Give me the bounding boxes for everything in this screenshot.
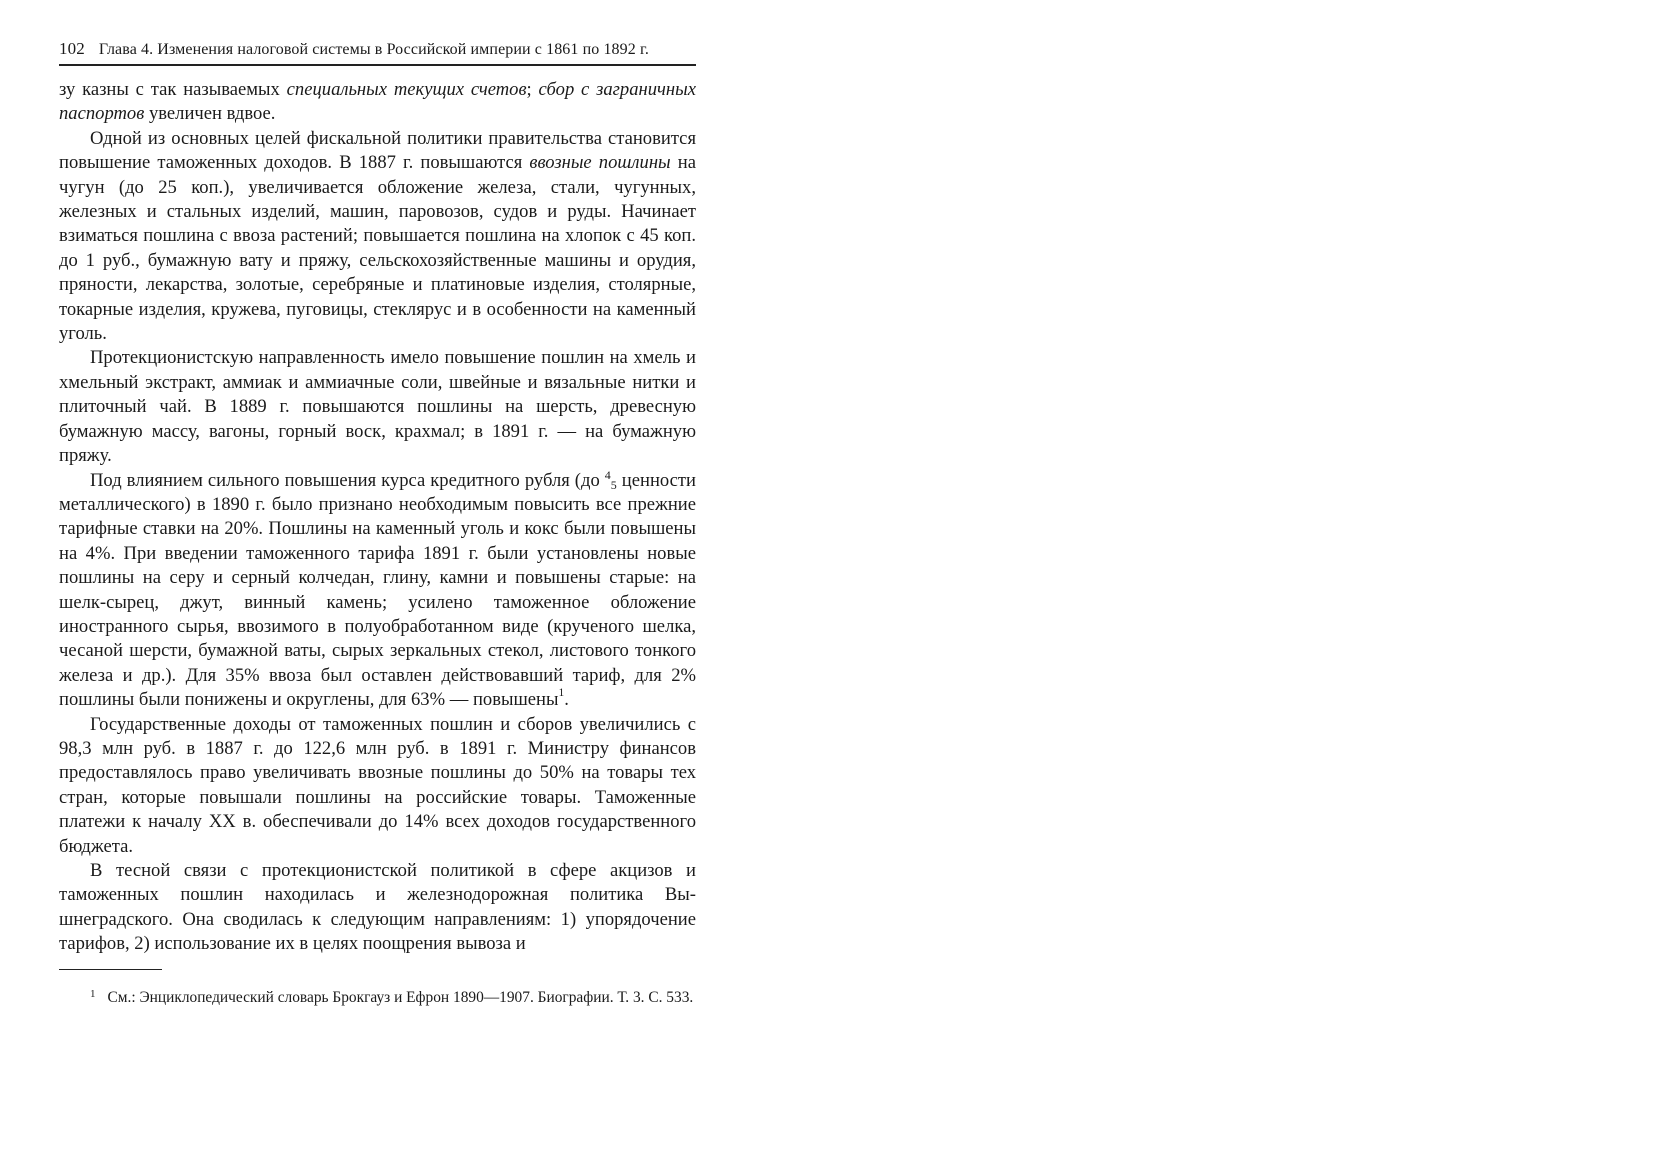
- text-run: Под влиянием сильного повышения курса кредитного рубля (до: [90, 469, 600, 491]
- text-run: .: [564, 689, 569, 711]
- footnote-mark: 1: [90, 987, 96, 1000]
- fraction-numerator: 4: [604, 467, 611, 482]
- paragraph-6: В тесной связи с протекционистской политикой в сфере акцизов и таможенных пошлин находилась и железнодорожная политика Вышнеградского. Она сводилась к следующим направлениям: 1) упорядочение тарифов, 2) использование их в целях поощрения вывоза и: [59, 860, 696, 955]
- italic-term: сбор с заграничных паспортов: [59, 79, 696, 125]
- text-run: Одной из основных целей фискальной политики правительства становится повышение таможенных доходов. В 1887 г. повышаются: [59, 127, 696, 174]
- italic-term: специальных текущих счетов: [286, 79, 527, 100]
- running-header: [59, 36, 696, 66]
- footnote-reference[interactable]: 1: [558, 686, 565, 699]
- text-run: ценности металлического) в 1890 г. было признано необходимым повысить все прежние тарифные ставки на 20%. Пошлины на каменный уголь и кокс были повышены на 4%. При введении таможенного тарифа 1891 г. были установлены новые пошлины на серу и серный колчедан, глину, камни и повышены старые: на шелк-сырец, джут, винный камень; усилено таможенное обложение иностранного сырья, ввозимого в полуобработанном виде (крученого шелка, чесаной шерсти, бумажной ваты, сырых зеркальных стекол, листового тонкого железа и др.). Для 35% ввоза был оставлен действовавший тариф, для 2% пошлины были понижены и округлены, для 63% — повышены: [59, 469, 696, 711]
- text-run: зу казны с так называемых: [59, 79, 287, 100]
- text-run: ;: [526, 79, 539, 100]
- text-run: на чугун (до 25 коп.), увеличивается обложение железа, стали, чугунных, железных и стальных изделий, машин, паровозов, судов и руды. Начинает взиматься пошлина с ввоза растений; повышается пошлина на хлопок с 45 коп. до 1 руб., бумажную вату и пряжу, сельскохозяйственные машины и орудия, пряности, лекарства, золотые, серебряные и платиновые изделия, столярные, токарные изделия, кружева, пуговицы, стеклярус и в особенности на каменный уголь.: [59, 152, 696, 345]
- paragraph-2: [59, 127, 696, 347]
- paragraph-4: [59, 469, 696, 713]
- fraction-denominator: 5: [610, 477, 617, 492]
- paragraph-1: [59, 78, 696, 127]
- paragraph-5: Государственные доходы от таможенных пошлин и сборов увеличились с 98,3 млн руб. в 1887 г. до 122,6 млн руб. в 1891 г. Министру финансов предоставлялось право увеличивать ввозные пошлины до 50% на товары тех стран, которые повышали пошлины на российские товары. Таможенные платежи к началу XX в. обеспечивали до 14% всех доходов государственного бюджета.: [59, 713, 696, 857]
- text-run: увеличен вдвое.: [144, 103, 276, 125]
- chapter-title: Глава 4. Изменения налоговой системы в Российской империи с 1861 по 1892 г.: [98, 41, 649, 58]
- body-text: [59, 78, 696, 957]
- text-column: [59, 36, 696, 1011]
- page-number: 102: [59, 39, 85, 58]
- footnote-divider: [59, 969, 162, 970]
- paragraph-3: Протекционистскую направленность имело повышение пошлин на хмель и хмельный экстракт, аммиак и аммиачные соли, швейные и вязальные нитки и плиточный чай. В 1889 г. повышаются пошлины на шерсть, древесную бумажную массу, вагоны, горный воск, крахмал; в 1891 г. — на бумажную пряжу.: [59, 347, 696, 467]
- footnote: [59, 986, 696, 1011]
- italic-term: ввозные пошлины: [529, 152, 671, 174]
- footnote-text: См.: Энциклопедический словарь Брокгауз и Ефрон 1890—1907. Биографии. Т. 3. С. 533.: [107, 988, 694, 1006]
